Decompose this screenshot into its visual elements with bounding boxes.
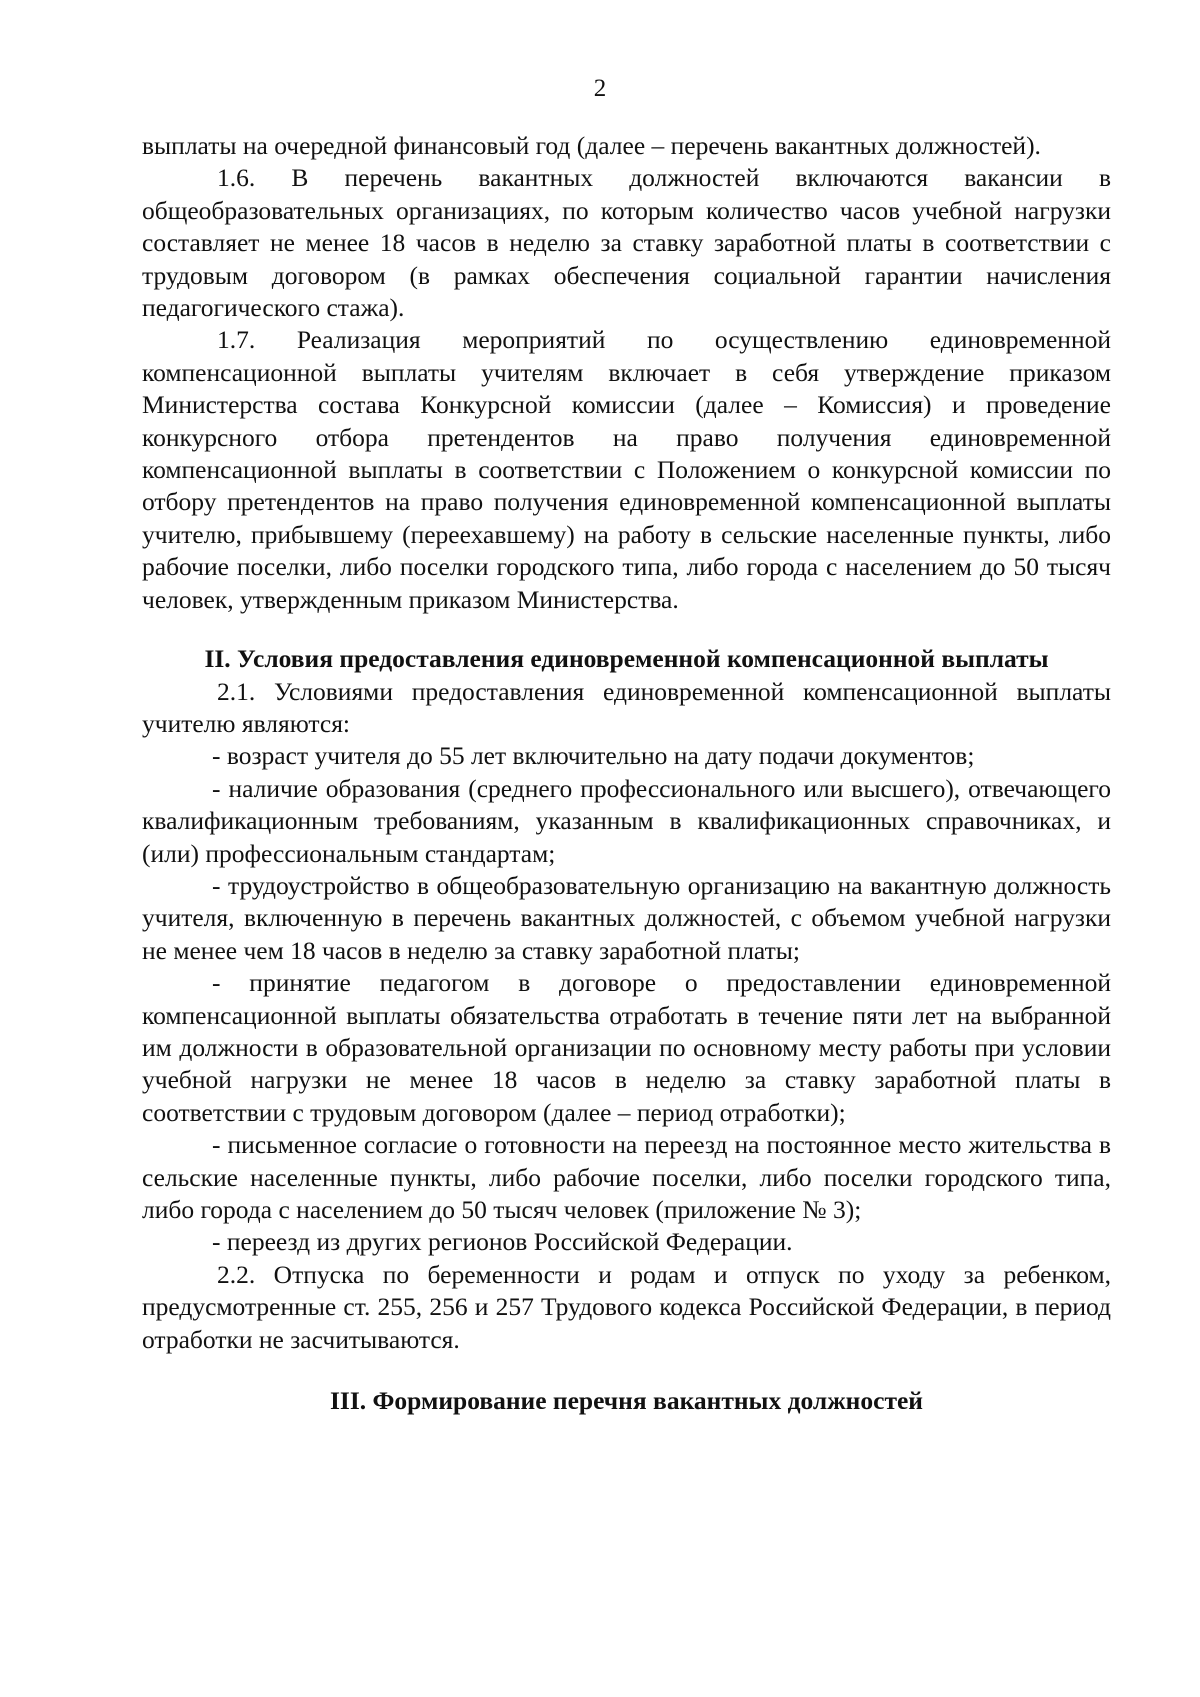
section-2-heading: II. Условия предоставления единовременной компенсационной выплаты [204, 644, 1049, 674]
condition-item-education: - наличие образования (среднего профессионального или высшего), отвечающего квалификационным требованиям, указанным в квалификационных справочниках, и (или) профессиональным стандартам; [142, 773, 1111, 868]
section-3-heading: III. Формирование перечня вакантных должностей [330, 1386, 923, 1416]
condition-item-age: - возраст учителя до 55 лет включительно на дату подачи документов; [212, 741, 975, 771]
paragraph-1-7: 1.7. Реализация мероприятий по осуществлению единовременной компенсационной выплаты учителям включает в себя утверждение приказом Министерства состава Конкурсной комиссии (далее – Комиссия) и проведение конкурсного отбора претендентов на право получения единовременной компенсационной выплаты в соответствии с Положением о конкурсной комиссии по отбору претендентов на право получения единовременной компенсационной выплаты учителю, прибывшему (переехавшему) на работу в сельские населенные пункты, либо рабочие поселки, либо поселки городского типа, либо города с населением до 50 тысяч человек, утвержденным приказом Министерства. [142, 325, 1111, 614]
condition-item-employment: - трудоустройство в общеобразовательную организацию на вакантную должность учителя, включенную в перечень вакантных должностей, с объемом учебной нагрузки не менее чем 18 часов в неделю за ставку заработной платы; [142, 870, 1111, 965]
condition-item-obligation: - принятие педагогом в договоре о предоставлении единовременной компенсационной выплаты обязательства отработать в течение пяти лет на выбранной им должности в образовательной организации по основному месту работы при условии учебной нагрузки не менее 18 часов в неделю за ставку заработной платы в соответствии с трудовым договором (далее – период отработки); [142, 968, 1111, 1127]
document-body [142, 130, 1111, 1417]
paragraph-intro-continuation: выплаты на очередной финансовый год (далее – перечень вакантных должностей). [142, 131, 1041, 160]
paragraph-2-2: 2.2. Отпуска по беременности и родам и отпуск по уходу за ребенком, предусмотренные ст. 255, 256 и 257 Трудового кодекса Российской Федерации, в период отработки не засчитываются. [142, 1259, 1111, 1354]
condition-item-relocation-consent: - письменное согласие о готовности на переезд на постоянное место жительства в сельские населенные пункты, либо рабочие поселки, либо поселки городского типа, либо города с населением до 50 тысяч человек (приложение № 3); [142, 1130, 1111, 1224]
page-number: 2 [593, 75, 607, 102]
paragraph-2-1: 2.1. Условиями предоставления единовременной компенсационной выплаты учителю являются: [142, 676, 1111, 738]
paragraph-1-6: 1.6. В перечень вакантных должностей включаются вакансии в общеобразовательных организациях, по которым количество часов учебной нагрузки составляет не менее 18 часов в неделю за ставку заработной платы в соответствии с трудовым договором (в рамках обеспечения социальной гарантии начисления педагогического стажа). [142, 163, 1111, 323]
condition-item-relocation: - переезд из других регионов Российской Федерации. [212, 1227, 793, 1257]
